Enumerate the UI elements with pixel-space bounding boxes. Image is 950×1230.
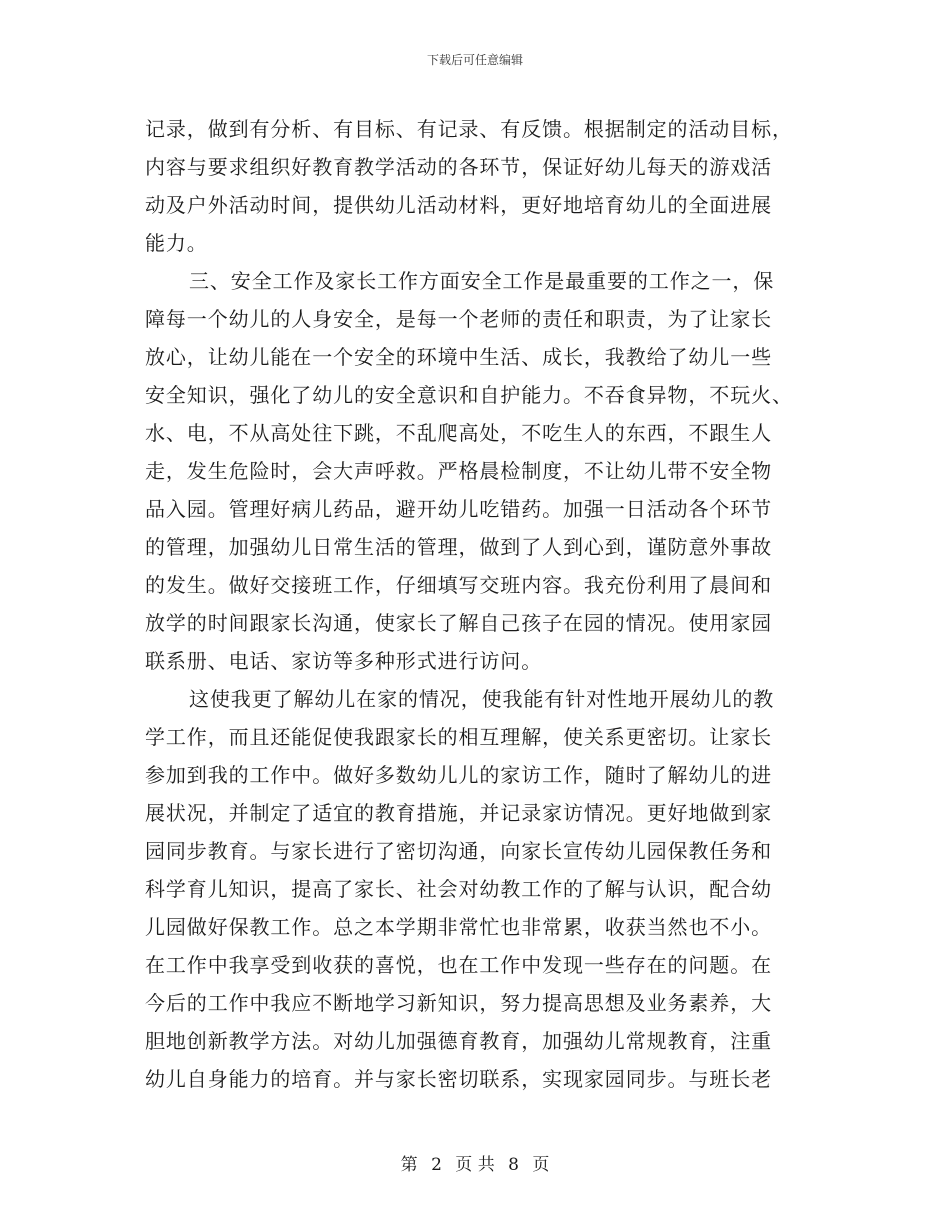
text-line: 儿园做好保教工作。总之本学期非常忙也非常累，收获当然也不小。 <box>145 915 772 939</box>
paragraph-start-line: 这使我更了解幼儿在家的情况，使我能有针对性地开展幼儿的教 <box>189 687 775 711</box>
page-footer <box>0 1154 950 1176</box>
footer-total-pages: 8 <box>508 1155 519 1175</box>
page-header <box>0 52 950 68</box>
text-line: 障每一个幼儿的人身安全，是每一个老师的责任和职责，为了让家长 <box>145 307 772 331</box>
text-line: 幼儿自身能力的培育。并与家长密切联系，实现家园同步。与班长老 <box>145 1067 772 1091</box>
text-line: 的发生。做好交接班工作，仔细填写交班内容。我充份利用了晨间和 <box>145 573 772 597</box>
text-line: 动及户外活动时间，提供幼儿活动材料，更好地培育幼儿的全面进展 <box>145 193 772 217</box>
document-body <box>145 110 813 1098</box>
text-line: 科学育儿知识，提高了家长、社会对幼教工作的了解与认识，配合幼 <box>145 877 772 901</box>
header-text: 下载后可任意编辑 <box>426 53 523 67</box>
text-line: 园同步教育。与家长进行了密切沟通，向家长宣传幼儿园保教任务和 <box>145 839 772 863</box>
footer-suffix: 页 <box>532 1155 550 1175</box>
text-line: 联系册、电话、家访等多种形式进行访问。 <box>145 649 543 673</box>
footer-page-number: 2 <box>431 1155 442 1175</box>
text-line: 走，发生危险时，会大声呼救。严格晨检制度，不让幼儿带不安全物 <box>145 459 772 483</box>
text-line: 学工作，而且还能促使我跟家长的相互理解，使关系更密切。让家长 <box>145 725 772 749</box>
text-line: 品入园。管理好病儿药品，避开幼儿吃错药。加强一日活动各个环节 <box>145 497 772 521</box>
paragraph-start-line: 三、安全工作及家长工作方面安全工作是最重要的工作之一，保 <box>189 269 775 293</box>
text-line: 胆地创新教学方法。对幼儿加强德育教育，加强幼儿常规教育，注重 <box>145 1029 772 1053</box>
text-line: 放心，让幼儿能在一个安全的环境中生活、成长，我教给了幼儿一些 <box>145 345 772 369</box>
text-line: 展状况，并制定了适宜的教育措施，并记录家访情况。更好地做到家 <box>145 801 772 825</box>
text-line: 水、电，不从高处往下跳，不乱爬高处，不吃生人的东西，不跟生人 <box>145 421 772 445</box>
text-line: 今后的工作中我应不断地学习新知识，努力提高思想及业务素养，大 <box>145 991 772 1015</box>
text-line: 放学的时间跟家长沟通，使家长了解自己孩子在园的情况。使用家园 <box>145 611 772 635</box>
text-line: 的管理，加强幼儿日常生活的管理，做到了人到心到，谨防意外事故 <box>145 535 772 559</box>
footer-prefix: 第 <box>400 1155 418 1175</box>
text-line: 内容与要求组织好教育教学活动的各环节，保证好幼儿每天的游戏活 <box>145 155 772 179</box>
text-line: 在工作中我享受到收获的喜悦，也在工作中发现一些存在的问题。在 <box>145 953 772 977</box>
text-line: 安全知识，强化了幼儿的安全意识和自护能力。不吞食异物，不玩火、 <box>145 383 793 407</box>
text-line: 能力。 <box>145 231 208 255</box>
text-line: 记录，做到有分析、有目标、有记录、有反馈。根据制定的活动目标， <box>145 117 793 141</box>
text-line: 参加到我的工作中。做好多数幼儿儿的家访工作，随时了解幼儿的进 <box>145 763 772 787</box>
footer-middle: 页 共 <box>455 1155 495 1175</box>
